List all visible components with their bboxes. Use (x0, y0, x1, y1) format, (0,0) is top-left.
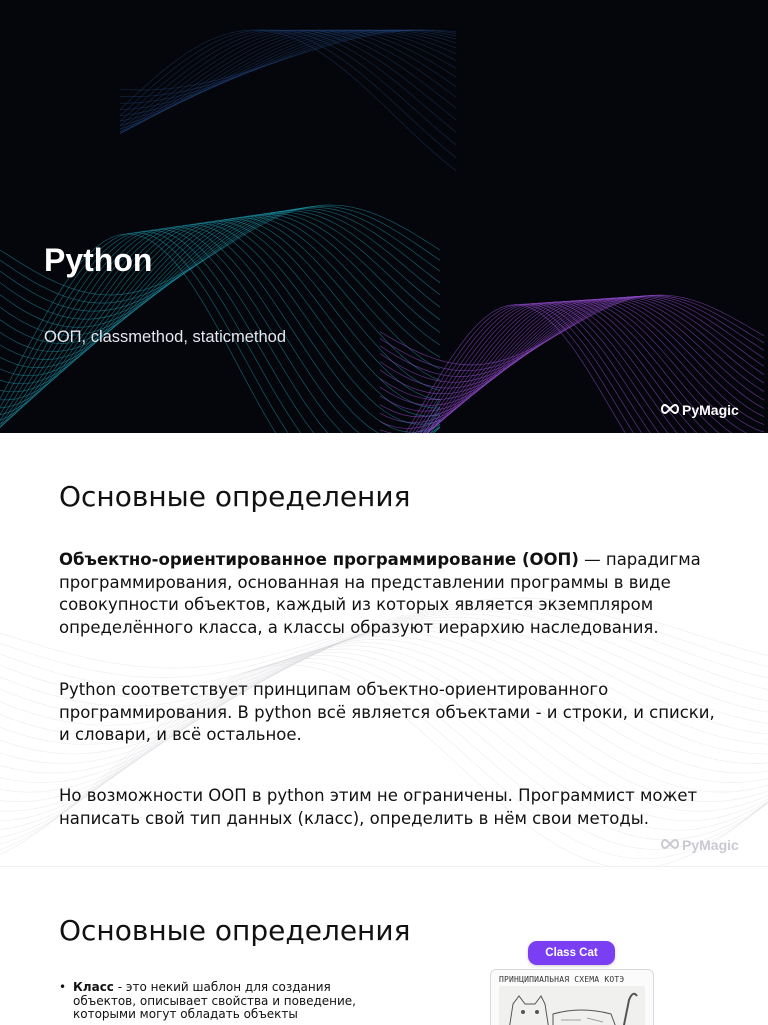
title-slide (0, 0, 768, 433)
logo-text: PyMagic (682, 837, 739, 853)
wave-line (380, 297, 764, 389)
list-item (59, 981, 359, 1022)
class-term: Класс (73, 980, 114, 994)
decorative-waves (0, 0, 768, 433)
pymagic-logo (660, 402, 739, 418)
wave-line (380, 298, 764, 406)
wave-line (120, 30, 456, 129)
wave-line (120, 30, 456, 171)
wave-line (120, 30, 456, 90)
wave-line (120, 30, 456, 97)
oop-term: Объектно-ориентированное программирование (ООП) (59, 550, 579, 569)
cat-schema-image (490, 969, 654, 1025)
oop-definition-paragraph (59, 549, 729, 639)
infinity-icon (660, 837, 680, 853)
python-oop-paragraph: Python соответствует принципам объектно-ориентированного программирования. В python всё является объектами - и строки, и списки, и словари, и всё остальное. (59, 680, 715, 744)
wave-line (120, 30, 456, 133)
wave-line (120, 30, 456, 134)
oop-definition-text: — парадигма программирования, основанная на представлении программы в виде совокупности объектов, каждый из которых является экземпляром определённого класса, а классы образуют иерархию наследования. (59, 550, 701, 637)
custom-class-paragraph: Но возможности ООП в python этим не ограничены. Программист может написать свой тип данных (класс), определить в нём свои методы. (59, 786, 698, 828)
class-definition-text: - это некий шаблон для создания объектов, описывает свойства и поведение, которыми могут обладать объекты (73, 980, 356, 1021)
slide-heading: Основные определения (59, 480, 411, 513)
slide-title: Python (44, 242, 153, 278)
wave-line (380, 298, 764, 411)
infinity-icon (660, 402, 680, 418)
slide-subtitle: ООП, classmethod, staticmethod (44, 328, 287, 346)
class-cat-button[interactable]: Class Cat (528, 941, 615, 965)
wave-line (120, 30, 456, 132)
class-definition-slide (0, 866, 768, 1025)
slide-heading: Основные определения (59, 914, 411, 947)
pymagic-logo (660, 837, 739, 853)
logo-text: PyMagic (682, 402, 739, 418)
wave-line (0, 217, 440, 376)
wave-line (120, 30, 456, 145)
cat-sketch-icon (491, 970, 653, 1025)
bullet-list (59, 981, 359, 1022)
wave-line (120, 30, 456, 132)
wave-line (380, 297, 764, 399)
wave-line (120, 30, 456, 132)
definitions-slide (0, 433, 768, 866)
wave-line (120, 30, 456, 134)
cat-schema-title: ПРИНЦИПИАЛЬНАЯ СХЕМА КОТЭ (499, 975, 625, 984)
